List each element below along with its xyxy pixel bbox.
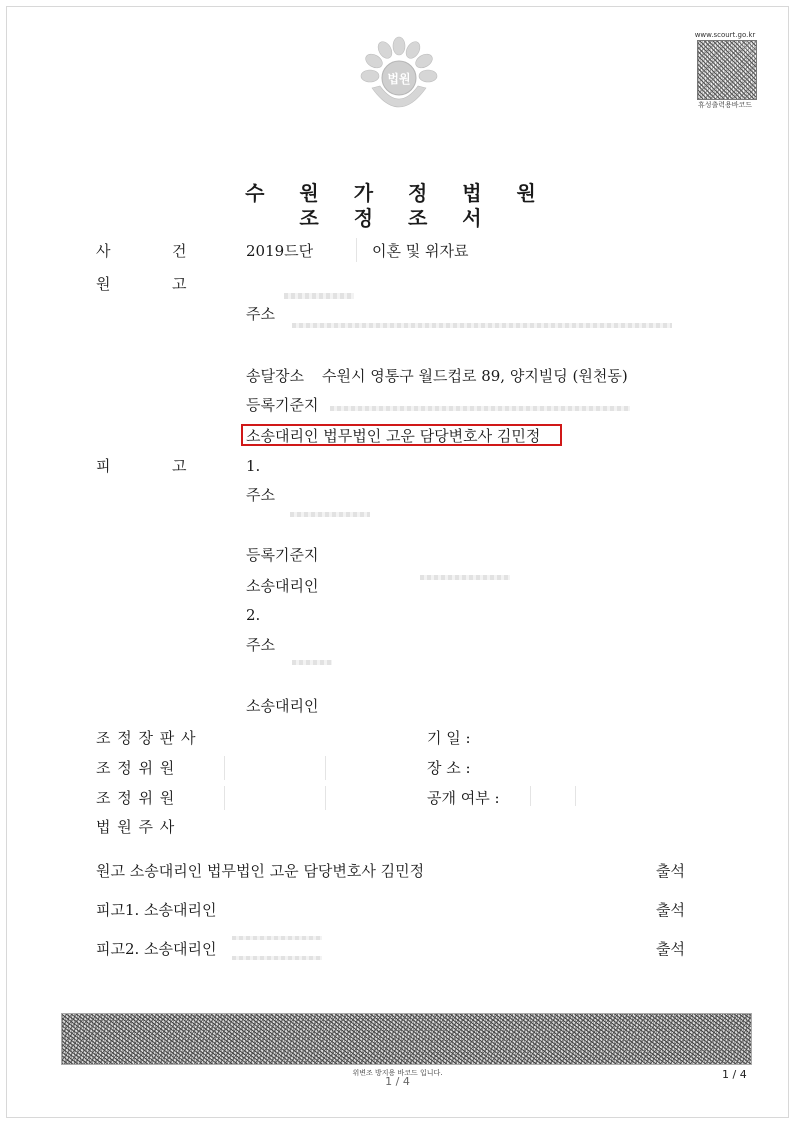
date-label: 기 일 : xyxy=(427,729,471,747)
case-number: 2019드단 xyxy=(246,242,314,260)
plaintiff-attorney: 소송대리인 법무법인 고운 담당변호사 김민정 xyxy=(246,427,541,445)
plaintiff-label-b: 고 xyxy=(172,275,187,293)
qr-url: www.scourt.go.kr xyxy=(694,31,756,39)
case-label-b: 건 xyxy=(172,242,187,260)
qr-code-icon xyxy=(697,40,757,100)
case-label-a: 사 xyxy=(96,242,111,260)
redaction-mark xyxy=(338,238,357,262)
plaintiff-delivery-address: 수원시 영통구 월드컵로 89, 양지빌딩 (원천동) xyxy=(322,367,628,385)
attendance-status-1: 출석 xyxy=(656,862,685,880)
redacted-text xyxy=(292,323,672,328)
defendant1-attorney-label: 소송대리인 xyxy=(246,577,319,595)
plaintiff-address-label: 주소 xyxy=(246,305,275,323)
redacted-text xyxy=(292,660,332,665)
defendant-label-b: 고 xyxy=(172,457,187,475)
attendance-party-3: 피고2. 소송대리인 xyxy=(96,940,217,958)
redacted-text xyxy=(232,956,322,960)
public-label: 공개 여부 : xyxy=(427,789,500,807)
plaintiff-delivery-label: 송달장소 xyxy=(246,367,304,385)
attendance-party-2: 피고1. 소송대리인 xyxy=(96,901,217,919)
redaction-mark xyxy=(224,786,326,810)
qr-caption: 휴성출력용바코드 xyxy=(697,101,753,109)
highlight-box xyxy=(241,424,562,446)
redacted-text xyxy=(330,406,630,411)
mediator2-label: 조 정 위 원 xyxy=(96,789,176,807)
defendant1-registry-label: 등록기준지 xyxy=(246,546,319,564)
redaction-mark xyxy=(224,756,326,780)
anti-forgery-barcode xyxy=(61,1013,752,1065)
attendance-party-1: 원고 소송대리인 법무법인 고운 담당변호사 김민정 xyxy=(96,862,425,880)
defendant-label-a: 피 xyxy=(96,457,111,475)
court-name: 수 원 가 정 법 원 xyxy=(245,181,550,205)
defendant1-address-label: 주소 xyxy=(246,486,275,504)
plaintiff-label-a: 원 xyxy=(96,275,111,293)
defendant2-address-label: 주소 xyxy=(246,636,275,654)
page-number: 1 / 4 xyxy=(722,1068,747,1081)
redacted-text xyxy=(284,293,354,299)
seal-text: 법원 xyxy=(387,72,411,86)
redaction-mark xyxy=(530,786,576,806)
defendant2-attorney-label: 소송대리인 xyxy=(246,697,319,715)
case-name: 이혼 및 위자료 xyxy=(372,242,469,260)
defendant-item-1: 1. xyxy=(246,457,261,475)
mediator1-label: 조 정 위 원 xyxy=(96,759,176,777)
page-number-center: 1 / 4 xyxy=(385,1075,410,1088)
barcode-note: 위변조 방지용 바코드 입니다. xyxy=(352,1069,443,1077)
document-type: 조 정 조 서 xyxy=(299,206,496,230)
court-seal-icon xyxy=(358,36,440,120)
redacted-text xyxy=(290,512,370,517)
place-label: 장 소 : xyxy=(427,759,471,777)
attendance-status-2: 출석 xyxy=(656,901,685,919)
chief-judge-label: 조 정 장 판 사 xyxy=(96,729,197,747)
defendant-item-2: 2. xyxy=(246,606,261,624)
attendance-status-3: 출석 xyxy=(656,940,685,958)
redacted-text xyxy=(420,575,510,580)
plaintiff-registry-label: 등록기준지 xyxy=(246,396,319,414)
clerk-label: 법 원 주 사 xyxy=(96,818,176,836)
redacted-text xyxy=(232,936,322,940)
